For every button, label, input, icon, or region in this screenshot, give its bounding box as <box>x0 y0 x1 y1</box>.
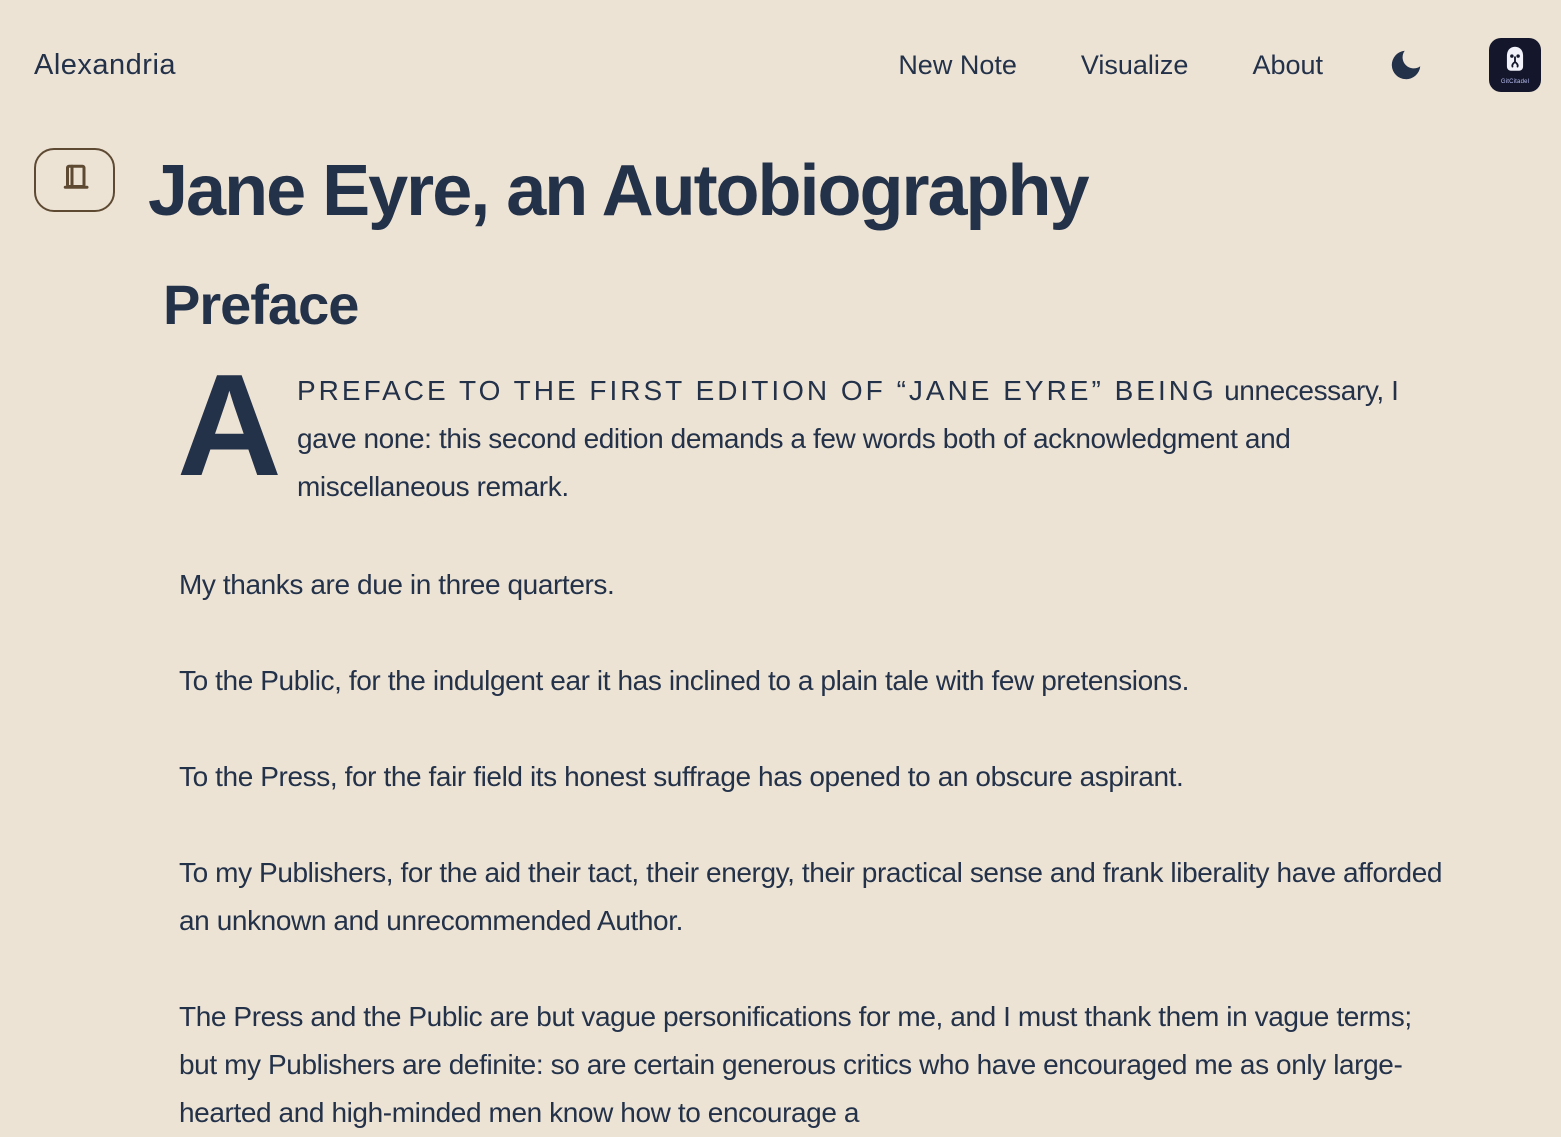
top-header <box>0 0 1561 92</box>
profile-badge-label: GitCitadel <box>1500 79 1530 85</box>
nav-item-visualize[interactable]: Visualize <box>1080 49 1189 80</box>
profile-avatar-button[interactable] <box>1489 38 1541 92</box>
lead-paragraph <box>177 343 1449 511</box>
app-logo[interactable]: Alexandria <box>34 48 177 81</box>
moon-icon <box>1387 46 1425 84</box>
nav-item-new-note[interactable]: New Note <box>898 49 1017 80</box>
drop-cap: A <box>177 343 282 506</box>
gitcitadel-logo-icon <box>1501 45 1529 78</box>
book-icon <box>57 161 93 200</box>
paragraph: The Press and the Public are but vague personifications for me, and I must thank them in vague terms; but my Publishers are definite: so are certain generous critics who have encouraged me as only large-hearted and high-minded men know how to encourage a <box>179 1000 1412 1128</box>
theme-toggle-button[interactable] <box>1387 46 1425 84</box>
paragraph: To the Public, for the indulgent ear it has inclined to a plain tale with few pretensions. <box>179 664 1189 696</box>
section-heading: Preface <box>163 272 359 336</box>
main-nav <box>898 38 1541 92</box>
reader-main <box>0 151 1561 1137</box>
paragraph: To my Publishers, for the aid their tact, their energy, their practical sense and frank liberality have afforded an unknown and unrecommended Author. <box>179 856 1443 936</box>
book-button[interactable] <box>34 148 115 212</box>
paragraph: To the Press, for the fair field its honest suffrage has opened to an obscure aspirant. <box>179 760 1184 792</box>
nav-item-about[interactable]: About <box>1252 49 1323 80</box>
paragraph: My thanks are due in three quarters. <box>179 568 615 600</box>
preface-article <box>177 343 1449 1137</box>
lead-uppercase-text: PREFACE TO THE FIRST EDITION OF “JANE EYRE” BEING <box>297 374 1217 406</box>
page-title: Jane Eyre, an Autobiography <box>148 151 1088 231</box>
lead-rest-text: unnecessary, I gave none: this second edition demands a few words both of acknowledgment and miscellaneous remark. <box>297 374 1399 502</box>
